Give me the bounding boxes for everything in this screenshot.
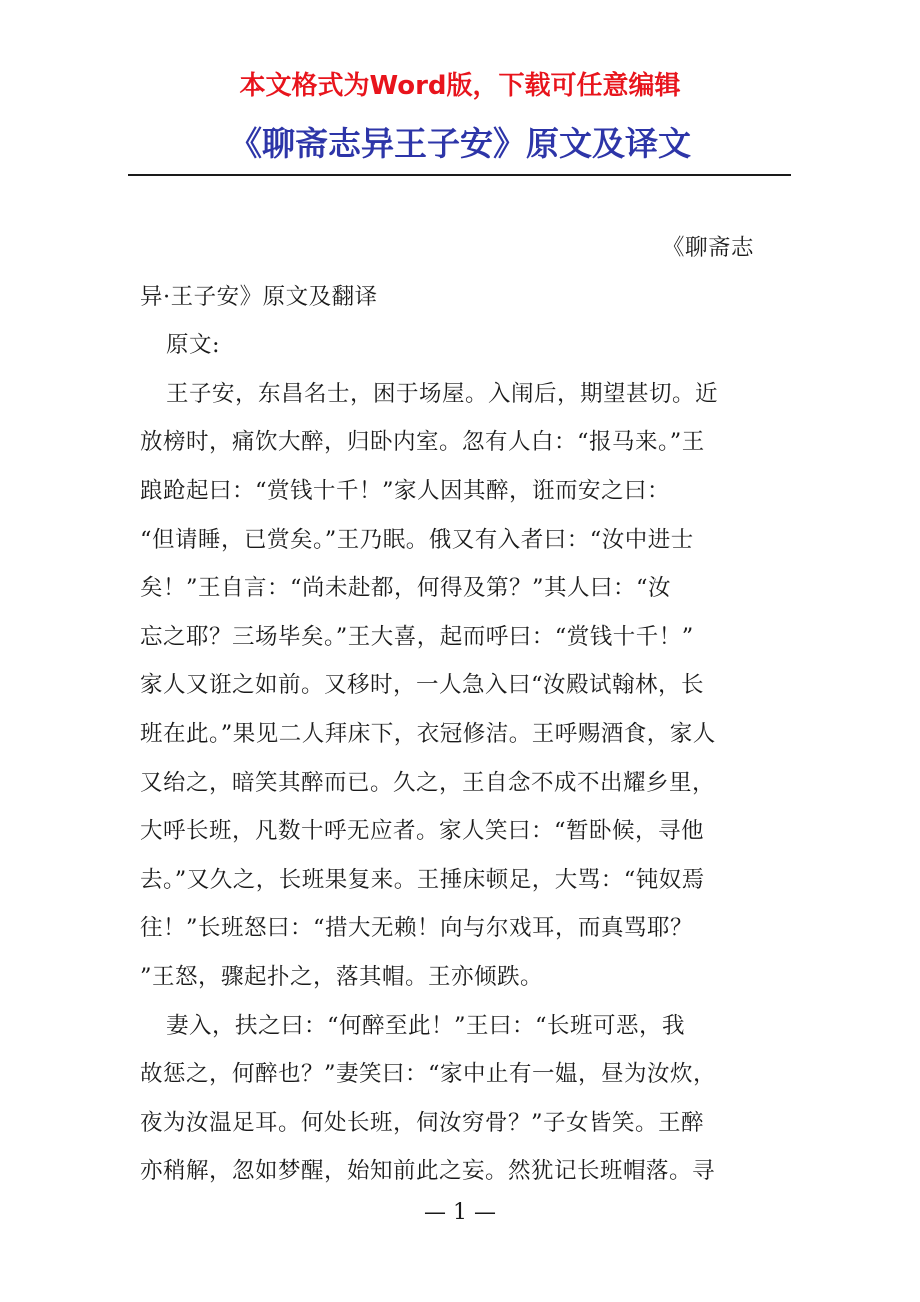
- document-title: 《聊斋志异王子安》原文及译文: [229, 124, 691, 163]
- title-divider: [128, 174, 791, 176]
- body-line: 大呼长班，凡数十呼无应者。家人笑曰：“暂卧候，寻他: [140, 818, 705, 845]
- section-heading: 原文:: [166, 332, 221, 359]
- body-line: “但请睡，已赏矣。”王乃眠。俄又有入者曰：“汝中进士: [140, 526, 694, 553]
- body-line: 往！”长班怒曰：“措大无赖！向与尔戏耳，而真骂耶？: [140, 915, 694, 942]
- document-body: [140, 224, 772, 1196]
- body-line: 妻入，扶之曰：“何醉至此！”王曰：“长班可恶，我: [166, 1012, 686, 1039]
- body-line: 班在此。”果见二人拜床下，衣冠修洁。王呼赐酒食，家人: [140, 720, 716, 747]
- body-line: 异·王子安》原文及翻译: [140, 283, 378, 310]
- body-line: 故惩之，何醉也？”妻笑曰：“家中止有一媪，昼为汝炊，: [140, 1061, 717, 1088]
- body-line: 又绐之，暗笑其醉而已。久之，王自念不成不出耀乡里，: [140, 769, 716, 796]
- body-line: 去。”又久之，长班果复来。王捶床顿足，大骂：“钝奴焉: [140, 866, 705, 893]
- body-line: 踉跄起曰：“赏钱十千！”家人因其醉，诳而安之曰：: [140, 477, 671, 504]
- page-number: — 1 —: [424, 1200, 496, 1225]
- body-line: 放榜时，痛饮大醉，归卧内室。忽有人白：“报马来。”王: [140, 429, 705, 456]
- format-notice-banner: 本文格式为Word版，下载可任意编辑: [239, 71, 681, 101]
- body-line: 家人又诳之如前。又移时，一人急入曰“汝殿试翰林，长: [140, 672, 705, 699]
- body-line: 亦稍解，忽如梦醒，始知前此之妄。然犹记长班帽落。寻: [140, 1158, 716, 1185]
- body-line: 矣！”王自言：“尚未赴都，何得及第？”其人曰：“汝: [140, 575, 672, 602]
- body-line: ”王怒，骤起扑之，落其帽。王亦倾跌。: [140, 963, 544, 990]
- body-line: 《聊斋志: [661, 235, 754, 261]
- body-line: 忘之耶？三场毕矣。”王大喜，起而呼曰：“赏钱十千！”: [140, 623, 694, 650]
- body-line: 夜为汝温足耳。何处长班，伺汝穷骨？”子女皆笑。王醉: [140, 1109, 705, 1136]
- body-line: 王子安，东昌名士，困于场屋。入闱后，期望甚切。近: [166, 380, 719, 407]
